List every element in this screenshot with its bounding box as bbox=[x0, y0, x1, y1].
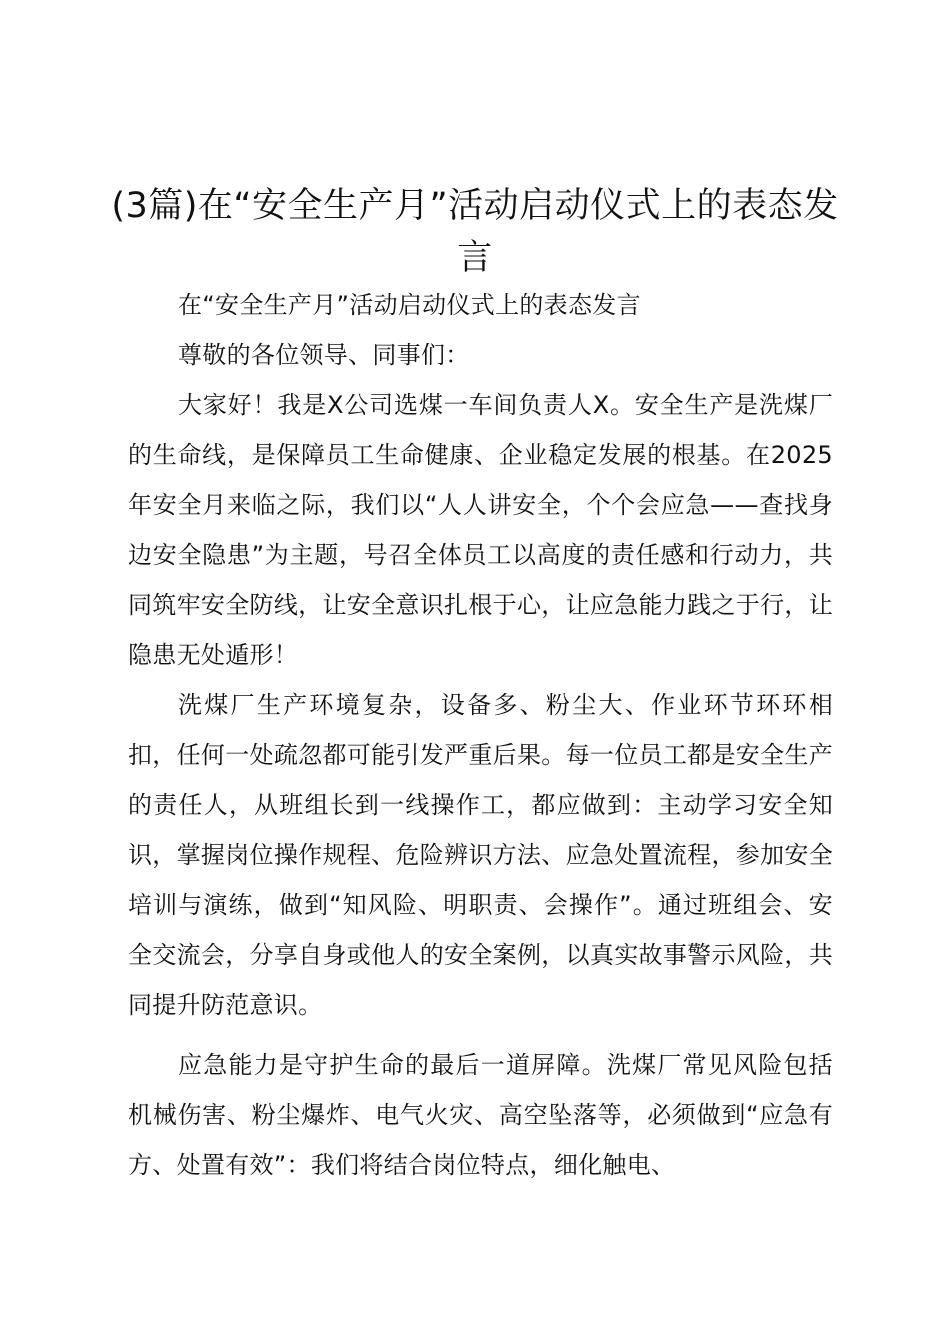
document-body bbox=[128, 280, 833, 1190]
body-paragraph: 洗煤厂生产环境复杂，设备多、粉尘大、作业环节环环相扣，任何一处疏忽都可能引发严重后果。每一位员工都是安全生产的责任人，从班组长到一线操作工，都应做到：主动学习安全知识，掌握岗位操作规程、危险辨识方法、应急处置流程，参加安全培训与演练，做到“知风险、明职责、会操作”。通过班组会、安全交流会，分享自身或他人的安全案例，以真实故事警示风险，共同提升防范意识。 bbox=[128, 691, 833, 1019]
subtitle-paragraph: 在“安全生产月”活动启动仪式上的表态发言 bbox=[178, 291, 641, 319]
document-title: (3篇)在“安全生产月”活动启动仪式上的表态发言 bbox=[111, 186, 839, 278]
salutation-paragraph: 尊敬的各位领导、同事们： bbox=[178, 341, 470, 369]
body-paragraph: 大家好！我是X公司选煤一车间负责人X。安全生产是洗煤厂的生命线，是保障员工生命健康、企业稳定发展的根基。在2025年安全月来临之际，我们以“人人讲安全，个个会应急——查找身边安全隐患”为主题，号召全体员工以高度的责任感和行动力，共同筑牢安全防线，让安全意识扎根于心，让应急能力践之于行，让隐患无处遁形！ bbox=[128, 391, 833, 669]
body-paragraph: 应急能力是守护生命的最后一道屏障。洗煤厂常见风险包括机械伤害、粉尘爆炸、电气火灾、高空坠落等，必须做到“应急有方、处置有效”：我们将结合岗位特点，细化触电、 bbox=[128, 1051, 833, 1179]
